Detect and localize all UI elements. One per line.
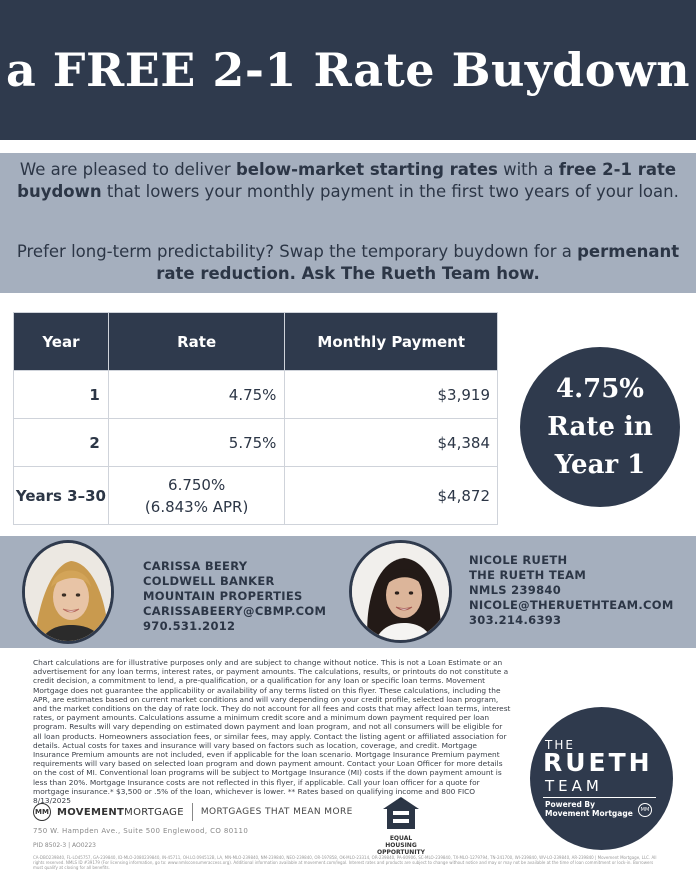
intro-highlight: free 2-1 rate buydown (17, 160, 677, 201)
agent-name: NICOLE RUETH (469, 553, 568, 567)
year-cell: 2 (14, 419, 109, 467)
table-row (14, 371, 498, 419)
disclaimer-text: Chart calculations are for illustrative purposes only and are subject to change without notice. This is not a Loan Estimate or an advertisement for any loan terms, interest rates, or payment amounts. The calculations, results, or printouts do not constitute a credit decision, a commitment to lend, a pre-qualification, or a qualification for any loan or specific loan terms. Movement Mortgage does not guarantee the applicability or availability of any terms listed on this flyer. These calculations, including the APR, are estimates based on current market conditions and will vary depending on your credit profile, selected loan program, and the market conditions on the day of rate lock. They do not account for all fees and costs that may affect loan terms, interest rates, or payment amounts. Calculations assume a minimum credit score and a minimum down payment required per loan program. Results will vary depending on estimated down payment and loan program, and not all consumers will be eligible for all loan products. Homeowners association fees, or similar fees, may apply. Contact the listing agent or affiliated association for details. Actual costs for taxes and insurance will vary based on factors such as location, coverage, and credit. Mortgage Insurance Premium amounts are not included, even if applicable for the loan scenario. Mortgage Insurance Premium payment requirements will vary based on selected loan program and down payment amount. Contact your Loan Officer for more details on the cost of MI. Conventional loan programs will be subject to Mortgage Insurance (MI) costs if the down payment amount is less than 20%. Mortgage Insurance costs are not reflected in this flyer, if applicable. Call your loan officer for a quote for mortgage insurance.* $3,500 or .5% of the loan, whichever is lower. ** Rates based on qualifying income and 800 FICO 8/13/2025 (33, 658, 511, 806)
licensing-fineprint: CA-DBO239840, FL-LO45757, GA-239840, ID-MLO-2080239840, IN-45711, OH.LO.094512B, LA, MN-MLO-239840, NM-239840, NEO-239840, OR-197858, OK-MLO-23314, OR-239840, PA-80906, SC-MLO-239840, TX-MLO-1279794, TN-241700, WI-239840, WV-LO-239840, AR-239840 | Movement Mortgage, LLC. All rights reserved. NMLS ID #39179 (For licensing information, go to: www.nmlsconsumeraccess.org). Additional information available at movement.com/legal. Interest rates and products are subject to change without notice and may or may not be available at the time of loan commitment or lock-in. Borrowers must qualify at closing for all benefits. (33, 855, 657, 870)
eho-line1: EQUAL HOUSING (385, 835, 417, 849)
rate-badge (520, 347, 680, 507)
agent-company-line2: MOUNTAIN PROPERTIES (143, 589, 303, 603)
payment-cell: $4,384 (285, 419, 498, 467)
intro-highlight: below-market starting rates (235, 160, 498, 179)
rate-value: 6.750% (168, 475, 226, 494)
agent-name: CARISSA BEERY (143, 559, 248, 573)
logo-rueth: RUETH (543, 748, 653, 777)
company-tagline: MORTGAGES THAT MEAN MORE (200, 807, 353, 817)
equal-housing-icon (381, 795, 421, 831)
table-row (14, 419, 498, 467)
agent-email[interactable]: NICOLE@THERUETHTEAM.COM (469, 598, 674, 612)
payment-cell: $3,919 (285, 371, 498, 419)
payment-cell: $4,872 (285, 467, 498, 525)
agent-company: COLDWELL BANKER (143, 574, 275, 588)
intro-text: We are pleased to deliver (19, 160, 236, 179)
eho-line2: OPPORTUNITY (376, 849, 425, 856)
table-row (14, 467, 498, 525)
column-header-rate: Rate (108, 313, 285, 371)
mm-badge-icon: MM (638, 803, 652, 817)
intro-paragraph-1 (0, 159, 696, 203)
agent-info-carissa (143, 559, 326, 634)
year-cell: Years 3–30 (14, 467, 109, 525)
logo-the: THE (545, 738, 575, 752)
intro-highlight: permenant rate reduction. Ask The Rueth Team how. (156, 242, 680, 283)
logo-divider (543, 797, 656, 798)
rate-table (13, 312, 498, 525)
column-header-payment: Monthly Payment (285, 313, 498, 371)
agent-phone[interactable]: 303.214.6393 (469, 613, 562, 627)
apr-value: (6.843% APR) (144, 497, 249, 516)
intro-paragraph-2 (0, 241, 696, 285)
equal-housing-logo (375, 795, 427, 856)
company-name-bold: MOVEMENT (57, 806, 125, 818)
agent-nmls: NMLS 239840 (469, 583, 561, 597)
rate-cell: 5.75% (108, 419, 285, 467)
badge-rate: 4.75% (555, 374, 645, 404)
hero-banner (0, 0, 696, 140)
agent-company: THE RUETH TEAM (469, 568, 587, 582)
powered-line1: Powered By (545, 800, 596, 809)
year-cell: 1 (14, 371, 109, 419)
intro-section (0, 153, 696, 293)
rueth-team-logo (530, 707, 673, 850)
badge-line2: Rate in (547, 412, 653, 442)
powered-line2: Movement Mortgage (545, 809, 633, 818)
intro-text: that lowers your monthly payment in the first two years of your loan. (101, 182, 679, 201)
page-title: a FREE 2-1 Rate Buydown (5, 43, 691, 97)
movement-mortgage-logo (33, 803, 353, 821)
mm-logo-icon: MM (33, 803, 51, 821)
column-header-year: Year (14, 313, 109, 371)
company-name-light: MORTGAGE (124, 806, 184, 818)
company-name (57, 807, 184, 818)
agent-phone[interactable]: 970.531.2012 (143, 619, 236, 633)
logo-team: TEAM (545, 777, 603, 795)
logo-powered-by (545, 800, 633, 818)
rate-cell (108, 467, 285, 525)
logo-divider (192, 803, 193, 821)
intro-text: Prefer long-term predictability? Swap the temporary buydown for a (16, 242, 578, 261)
agent-info-nicole (469, 553, 674, 628)
company-address: 750 W. Hampden Ave., Suite 500 Englewood, CO 80110 (33, 827, 249, 835)
agent-photo-carissa (22, 540, 114, 644)
agent-photo-nicole (349, 540, 452, 643)
table-header-row (14, 313, 498, 371)
pid-text: PID 8502-3 | AO0223 (33, 842, 96, 849)
intro-text: with a (497, 160, 559, 179)
agent-email[interactable]: CARISSABEERY@CBMP.COM (143, 604, 327, 618)
badge-line3: Year 1 (554, 450, 646, 480)
rate-cell: 4.75% (108, 371, 285, 419)
